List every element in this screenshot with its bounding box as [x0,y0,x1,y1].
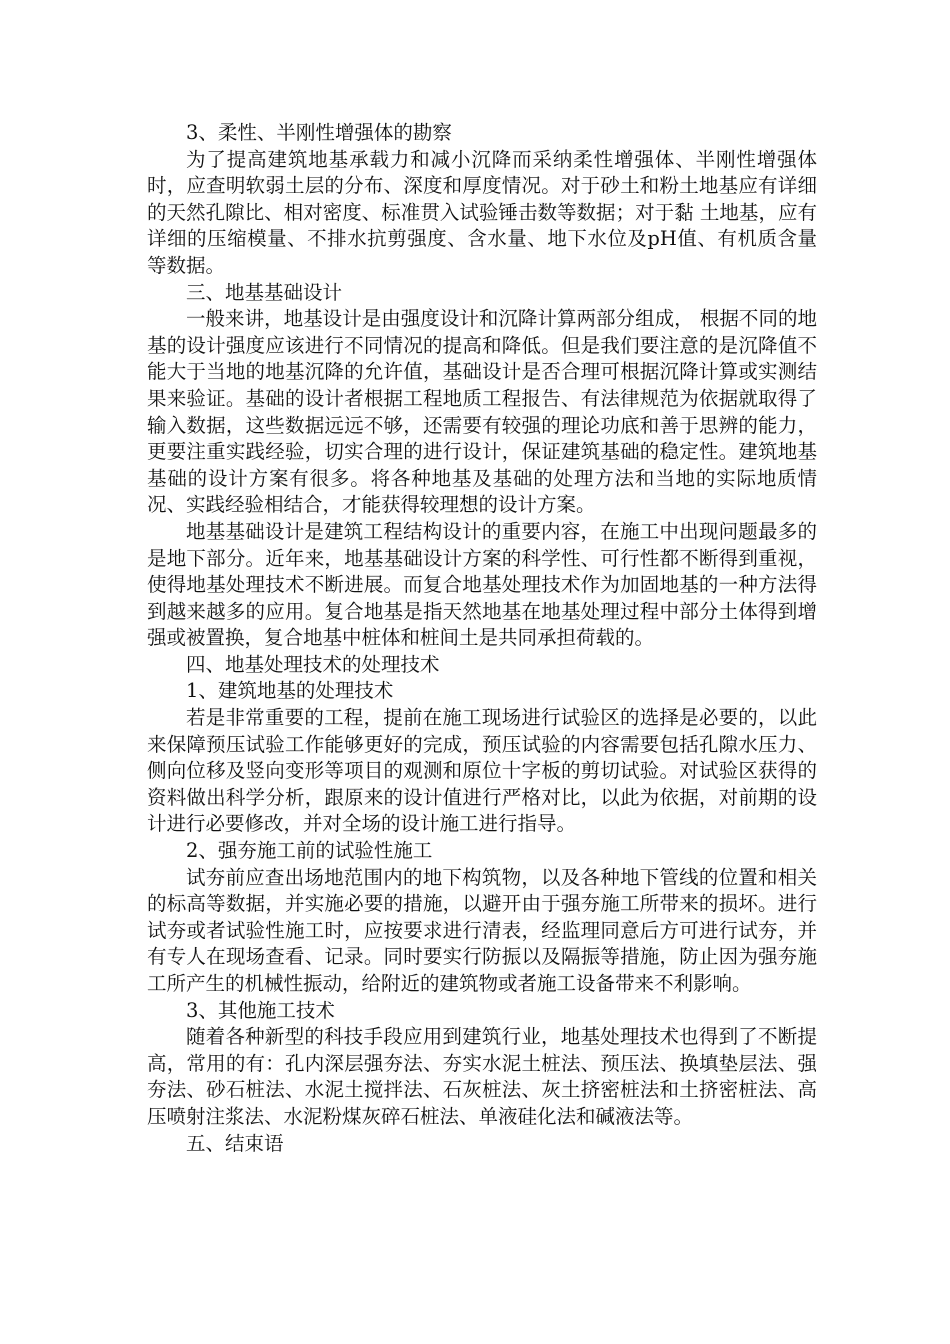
subsection-heading: 2、强夯施工前的试验性施工 [186,839,433,863]
subsection-heading: 3、其他施工技术 [186,998,335,1022]
body-paragraph: 为了提高建筑地基承载力和减小沉降而采纳柔性增强体、半刚性增强体时，应查明软弱土层的分布、深度和厚度情况。对于砂土和粉土地基应有详细的天然孔隙比、相对密度、标准贯入试验锤击数等数据；对于黏 土地基，应有详细的压缩模量、不排水抗剪强度、含水量、地下水位及pH值、有机质含量等数据。 [147,147,817,277]
section-heading: 四、地基处理技术的处理技术 [186,652,440,676]
section-heading: 五、结束语 [186,1131,284,1155]
body-paragraph: 随着各种新型的科技手段应用到建筑行业，地基处理技术也得到了不断提高，常用的有：孔内深层强夯法、夯实水泥土桩法、预压法、换填垫层法、强夯法、砂石桩法、水泥土搅拌法、石灰桩法、灰土挤密桩法和土挤密桩法、高压喷射注浆法、水泥粉煤灰碎石桩法、单液硅化法和碱液法等。 [147,1025,817,1128]
body-paragraph: 试夯前应查出场地范围内的地下构筑物，以及各种地下管线的位置和相关的标高等数据，并实施必要的措施，以避开由于强夯施工所带来的损坏。进行试夯或者试验性施工时，应按要求进行清表，经监理同意后方可进行试夯，并有专人在现场查看、记录。同时要实行防振以及隔振等措施，防止因为强夯施工所产生的机械性振动，给附近的建筑物或者施工设备带来不利影响。 [147,865,817,995]
body-paragraph: 一般来讲，地基设计是由强度设计和沉降计算两部分组成， 根据不同的地基的设计强度应该进行不同情况的提高和降低。但是我们要注意的是沉降值不能大于当地的地基沉降的允许值，基础设计是否合理可根据沉降计算或实测结果来验证。基础的设计者根据工程地质工程报告、有法律规范为依据就取得了输入数据，这些数据远远不够，还需要有较强的理论功底和善于思辨的能力，更要注重实践经验，切实合理的进行设计，保证建筑基础的稳定性。建筑地基基础的设计方案有很多。将各种地基及基础的处理方法和当地的实际地质情况、实践经验相结合，才能获得较理想的设计方案。 [147,307,817,517]
body-paragraph: 若是非常重要的工程，提前在施工现场进行试验区的选择是必要的，以此来保障预压试验工作能够更好的完成，预压试验的内容需要包括孔隙水压力、侧向位移及竖向变形等项目的观测和原位十字板的剪切试验。对试验区获得的资料做出科学分析，跟原来的设计值进行严格对比，以此为依据，对前期的设计进行必要修改，并对全场的设计施工进行指导。 [147,706,817,836]
body-paragraph: 地基基础设计是建筑工程结构设计的重要内容，在施工中出现问题最多的是地下部分。近年来，地基基础设计方案的科学性、可行性都不断得到重视，使得地基处理技术不断进展。而复合地基处理技术作为加固地基的一种方法得到越来越多的应用。复合地基是指天然地基在地基处理过程中部分土体得到增强或被置换，复合地基中桩体和桩间土是共同承担荷载的。 [147,519,817,650]
section-heading: 三、地基基础设计 [186,280,343,304]
section-heading: 3、柔性、半刚性增强体的勘察 [186,121,452,144]
document-body [147,120,817,1157]
subsection-heading: 1、建筑地基的处理技术 [186,679,394,703]
